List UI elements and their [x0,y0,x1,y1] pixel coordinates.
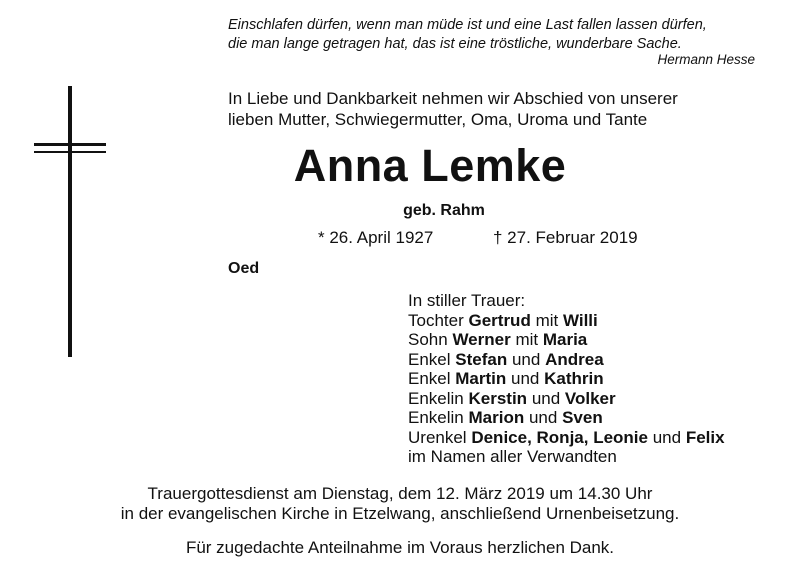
mourner-name: Gertrud [468,310,531,330]
thanks-text: Für zugedachte Anteilnahme im Voraus herzlichen Dank. [185,538,615,557]
mourner-role: Enkel [408,369,451,388]
mourner-role: Sohn [408,330,448,349]
quote [228,16,758,54]
birth-date: * 26. April 1927 [318,228,434,247]
cross-vertical-beam [68,86,72,357]
intro-text [228,88,678,130]
mourner-name: Andrea [545,349,604,369]
mourner-sep: mit [535,310,559,330]
intro-line-1: In Liebe und Dankbarkeit nehmen wir Abschied von unserer [228,89,678,108]
mourner-row [408,350,725,370]
mourner-sep: und [528,408,558,427]
mourner-row [408,369,725,389]
mourner-role: Enkelin [408,388,464,408]
mourner-sep: und [511,349,541,369]
mourner-role: Enkel [408,349,451,369]
mourner-name: Stefan [455,349,508,369]
mourner-sep: und [531,388,561,408]
mourner-row [408,428,725,448]
mourner-role: Urenkel [408,427,467,447]
quote-author: Hermann Hesse [657,52,755,67]
service-line-1: Trauergottesdienst am Dienstag, dem 12. März 2019 um 14.30 Uhr [147,484,653,503]
mourner-name: Felix [685,427,725,447]
mourner-name: Denice, Ronja, Leonie [471,427,648,447]
mourner-name: Marion [468,408,525,427]
mourner-row [408,389,725,409]
intro-line-2: lieben Mutter, Schwiegermutter, Oma, Uroma und Tante [228,110,648,129]
deceased-name: Anna Lemke [293,140,567,191]
place: Oed [228,260,260,277]
mourner-row [408,330,725,350]
service-line-2: in der evangelischen Kirche in Etzelwang, anschließend Urnenbeisetzung. [120,504,680,523]
mourner-role: Enkelin [408,408,464,427]
mourners-footer: im Namen aller Verwandten [408,447,617,466]
mourner-name: Werner [452,330,511,349]
mourners-header: In stiller Trauer: [408,291,526,310]
death-date: † 27. Februar 2019 [493,228,638,247]
mourner-row [408,408,725,428]
mourner-sep: und [652,427,682,447]
mourner-row [408,311,725,331]
quote-line-1: Einschlafen dürfen, wenn man müde ist und eine Last fallen lassen dürfen, [228,17,707,33]
mourner-name: Maria [542,330,588,349]
mourner-role: Tochter [408,310,464,330]
mourner-sep: und [511,369,540,388]
mourner-name: Willi [562,310,598,330]
mourner-name: Martin [455,369,507,388]
maiden-name: geb. Rahm [403,202,485,219]
mourner-name: Volker [564,388,616,408]
service-info [0,484,800,524]
mourner-name: Sven [562,408,603,427]
mourner-name: Kathrin [544,369,604,388]
quote-line-2: die man lange getragen hat, das ist eine tröstliche, wunderbare Sache. [228,36,682,52]
mourner-name: Kerstin [468,388,528,408]
mourners-list [408,291,725,467]
mourner-sep: mit [515,330,539,349]
